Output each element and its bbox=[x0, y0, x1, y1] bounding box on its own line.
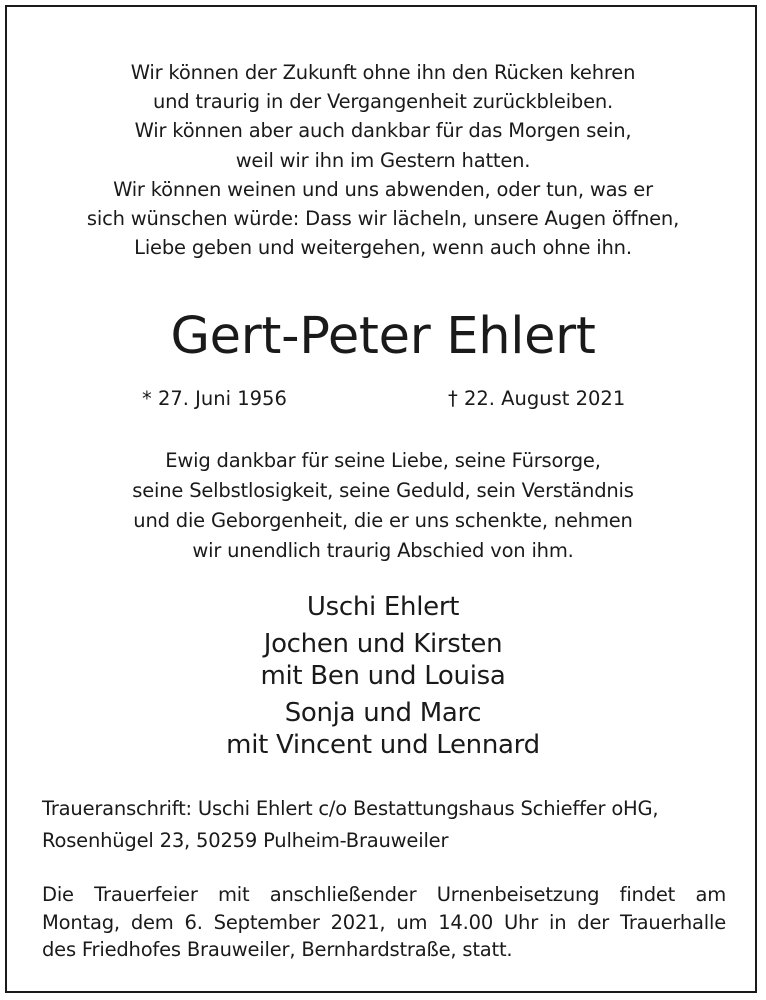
ceremony-line: Montag, dem 6. September 2021, um 14.00 Uhr in der Trauerhalle bbox=[42, 910, 726, 934]
mourner-group bbox=[0, 628, 766, 692]
poem-line: sich wünschen würde: Dass wir lächeln, unsere Augen öffnen, bbox=[86, 207, 680, 231]
poem bbox=[0, 58, 766, 262]
thanks-line: wir unendlich traurig Abschied von ihm. bbox=[192, 539, 574, 562]
thanks-text bbox=[0, 446, 766, 566]
address-line: Traueranschrift: Uschi Ehlert c/o Bestattungshaus Schieffer oHG, bbox=[42, 797, 659, 820]
poem-line: Liebe geben und weitergehen, wenn auch ohne ihn. bbox=[134, 236, 632, 260]
mourner-name: Sonja und Marc bbox=[284, 698, 482, 728]
birth-date: * 27. Juni 1956 bbox=[142, 387, 287, 410]
thanks-line: seine Selbstlosigkeit, seine Geduld, sein Verständnis bbox=[132, 479, 634, 502]
mourner-name: mit Vincent und Lennard bbox=[226, 730, 540, 760]
mourning-address bbox=[42, 793, 658, 857]
poem-line: Wir können aber auch dankbar für das Morgen sein, bbox=[134, 119, 632, 143]
mourner-name: Uschi Ehlert bbox=[306, 592, 460, 622]
death-date: † 22. August 2021 bbox=[448, 387, 626, 410]
address-line: Rosenhügel 23, 50259 Pulheim-Brauweiler bbox=[42, 829, 449, 852]
ceremony-info bbox=[42, 881, 726, 964]
poem-line: Wir können weinen und uns abwenden, oder tun, was er bbox=[113, 177, 653, 201]
mourner-name: Jochen und Kirsten bbox=[263, 629, 503, 659]
ceremony-line: Die Trauerfeier mit anschließender Urnenbeisetzung findet am bbox=[42, 883, 726, 906]
mourner-group bbox=[0, 697, 766, 761]
mourner-name: mit Ben und Louisa bbox=[260, 661, 506, 691]
ceremony-line: des Friedhofes Brauweiler, Bernhardstraße, statt. bbox=[42, 938, 513, 961]
mourner-group bbox=[0, 591, 766, 623]
poem-line: weil wir ihn im Gestern hatten. bbox=[235, 148, 531, 172]
deceased-name: Gert-Peter Ehlert bbox=[170, 307, 596, 366]
poem-line: und traurig in der Vergangenheit zurückbleiben. bbox=[152, 90, 614, 114]
thanks-line: Ewig dankbar für seine Liebe, seine Fürsorge, bbox=[165, 449, 601, 472]
poem-line: Wir können der Zukunft ohne ihn den Rücken kehren bbox=[130, 61, 636, 84]
mourners-list bbox=[0, 591, 766, 766]
thanks-line: und die Geborgenheit, die er uns schenkte, nehmen bbox=[133, 509, 633, 532]
